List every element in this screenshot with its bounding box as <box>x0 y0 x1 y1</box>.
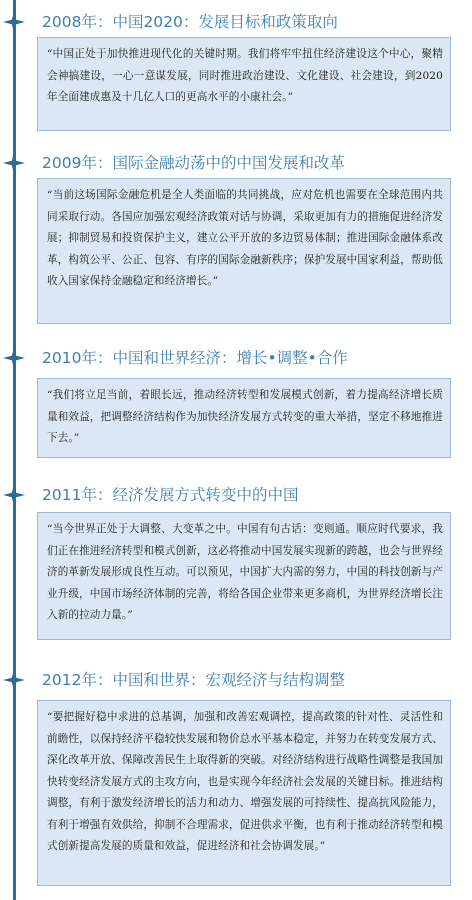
entry-heading: 2008年：中国2020：发展目标和政策取向 <box>42 13 338 31</box>
entry-quote: “当今世界正处于大调整、大变革之中。中国有句古话：变则通。顺应时代要求，我们正在推进经济转型和模式创新，这必将推动中国发展实现新的跨越，也会与世界经济的革新发展形成良性互动。可以预见，中国扩大内需的努力，中国的科技创新与产业升级，中国市场经济体制的完善，将给各国企业带来更多商机，为世界经济增长注入新的拉动力量。” <box>37 512 451 640</box>
timeline-star-icon <box>3 347 25 369</box>
entry-heading: 2010年：中国和世界经济：增长•调整•合作 <box>42 349 348 367</box>
timeline-star-icon <box>3 152 25 174</box>
timeline-star-icon <box>3 669 25 691</box>
entry-heading: 2009年：国际金融动荡中的中国发展和改革 <box>42 154 345 172</box>
entry-heading: 2011年：经济发展方式转变中的中国 <box>42 486 299 504</box>
timeline-line <box>13 0 16 900</box>
timeline-star-icon <box>3 11 25 33</box>
timeline-star-icon <box>3 484 25 506</box>
entry-quote: “我们将立足当前，着眼长远，推动经济转型和发展模式创新，着力提高经济增长质量和效益，把调整经济结构作为加快经济发展方式转变的重大举措，坚定不移地推进下去。” <box>37 378 451 458</box>
entry-quote: “要把握好稳中求进的总基调，加强和改善宏观调控，提高政策的针对性、灵活性和前瞻性，以保持经济平稳较快发展和物价总水平基本稳定，并努力在转变发展方式、深化改革开放、保障改善民生上取得新的突破。对经济结构进行战略性调整是我国加快转变经济发展方式的主攻方向，也是实现今年经济社会发展的关键目标。推进结构调整，有利于激发经济增长的活力和动力、增强发展的可持续性、提高抗风险能力，有利于增强有效供给，抑制不合理需求，促进供求平衡，也有利于推动经济转型和模式创新提高发展的质量和效益，促进经济和社会协调发展。” <box>37 700 451 886</box>
entry-quote: “中国正处于加快推进现代化的关键时期。我们将牢牢扭住经济建设这个中心，聚精会神搞建设，一心一意谋发展，同时推进政治建设、文化建设、社会建设，到2020年全面建成惠及十几亿人口的更高水平的小康社会。” <box>37 37 451 131</box>
entry-heading: 2012年：中国和世界：宏观经济与结构调整 <box>42 671 345 689</box>
entry-quote: “当前这场国际金融危机是全人类面临的共同挑战，应对危机也需要在全球范围内共同采取行动。各国应加强宏观经济政策对话与协调，采取更加有力的措施促进经济发展；抑制贸易和投资保护主义，建立公平开放的多边贸易体制；推进国际金融体系改革，构筑公平、公正、包容、有序的国际金融新秩序；保护发展中国家利益，帮助低收入国家保持金融稳定和经济增长。” <box>37 178 451 324</box>
